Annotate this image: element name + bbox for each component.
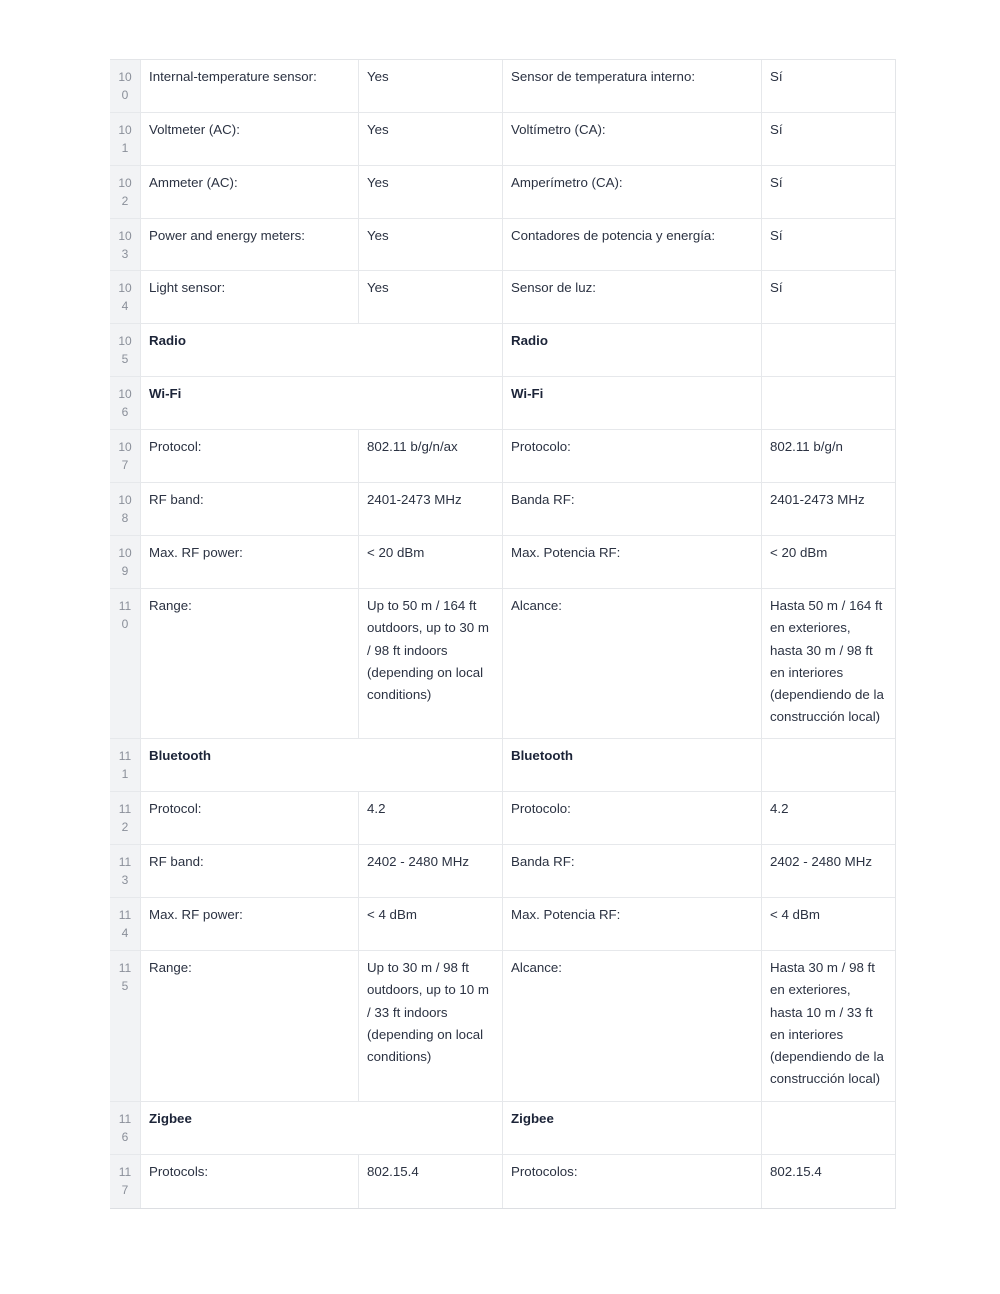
label-en: Max. RF power: [141, 536, 359, 588]
table-row [110, 792, 895, 845]
value-es: < 4 dBm [770, 907, 820, 922]
row-number: 11 1 [110, 739, 141, 791]
section-title-en: Zigbee [141, 1102, 503, 1154]
label-es: Contadores de potencia y energía: [503, 219, 762, 270]
label-en: Voltmeter (AC): [141, 113, 359, 165]
label-es: Protocolo: [503, 792, 762, 844]
row-number: 11 4 [110, 898, 141, 950]
table-row [110, 483, 895, 536]
value-en: 802.11 b/g/n/ax [359, 430, 503, 482]
row-number: 11 0 [110, 589, 141, 738]
value-en: 2401-2473 MHz [359, 483, 503, 535]
label-es: Protocolos: [503, 1155, 762, 1208]
label-es: Banda RF: [503, 845, 762, 897]
label-es: Max. Potencia RF: [503, 536, 762, 588]
value-es: Hasta 50 m / 164 ft en exteriores, hasta 30 m / 98 ft en interiores (dependiendo de la construcción local) [770, 598, 884, 725]
value-es: Sí [770, 280, 783, 295]
table-row [110, 113, 895, 166]
label-en: Range: [141, 951, 359, 1101]
section-title-es: Wi-Fi [503, 377, 762, 429]
table-row [110, 536, 895, 589]
table-row [110, 166, 895, 219]
label-en: Max. RF power: [141, 898, 359, 950]
row-number: 10 9 [110, 536, 141, 588]
row-number: 10 0 [110, 60, 141, 112]
value-es: 802.15.4 [770, 1164, 822, 1179]
value-es: 802.11 b/g/n [770, 439, 843, 454]
value-es: Sí [770, 175, 783, 190]
empty-cell [762, 324, 894, 376]
label-en: Ammeter (AC): [141, 166, 359, 218]
row-number: 10 4 [110, 271, 141, 323]
section-row [110, 1102, 895, 1155]
table-row [110, 951, 895, 1102]
value-en: Yes [359, 60, 503, 112]
label-es: Alcance: [503, 589, 762, 738]
label-es: Banda RF: [503, 483, 762, 535]
row-number: 10 1 [110, 113, 141, 165]
row-number: 10 3 [110, 219, 141, 270]
label-en: Light sensor: [141, 271, 359, 323]
empty-cell [762, 739, 894, 791]
table-row [110, 271, 895, 324]
value-es: 2402 - 2480 MHz [770, 854, 872, 869]
value-en: 802.15.4 [359, 1155, 503, 1208]
row-number: 11 6 [110, 1102, 141, 1154]
value-es: 2401-2473 MHz [770, 492, 865, 507]
table-row [110, 60, 895, 113]
section-title-es: Bluetooth [503, 739, 762, 791]
label-es: Sensor de luz: [503, 271, 762, 323]
value-es: Sí [770, 228, 783, 243]
row-number: 10 2 [110, 166, 141, 218]
value-es: Sí [770, 69, 783, 84]
row-number: 11 2 [110, 792, 141, 844]
label-es: Voltímetro (CA): [503, 113, 762, 165]
section-row [110, 739, 895, 792]
value-en: 4.2 [359, 792, 503, 844]
value-en: Up to 50 m / 164 ft outdoors, up to 30 m / 98 ft indoors (depending on local conditions) [359, 589, 503, 738]
spec-table [110, 59, 896, 1209]
label-en: Protocol: [141, 430, 359, 482]
section-title-es: Zigbee [503, 1102, 762, 1154]
row-number: 10 5 [110, 324, 141, 376]
value-en: Yes [359, 113, 503, 165]
row-number: 10 8 [110, 483, 141, 535]
value-en: Yes [359, 166, 503, 218]
value-en: Up to 30 m / 98 ft outdoors, up to 10 m / 33 ft indoors (depending on local conditions) [359, 951, 503, 1101]
section-title-es: Radio [503, 324, 762, 376]
label-en: RF band: [141, 483, 359, 535]
row-number: 10 6 [110, 377, 141, 429]
table-row [110, 430, 895, 483]
section-title-en: Bluetooth [141, 739, 503, 791]
table-row [110, 1155, 895, 1208]
label-es: Amperímetro (CA): [503, 166, 762, 218]
table-row [110, 898, 895, 951]
value-es: Hasta 30 m / 98 ft en exteriores, hasta 10 m / 33 ft en interiores (dependiendo de la construcción local) [770, 960, 884, 1087]
table-row [110, 845, 895, 898]
label-en: Range: [141, 589, 359, 738]
value-en: Yes [359, 271, 503, 323]
section-title-en: Wi-Fi [141, 377, 503, 429]
table-row [110, 219, 895, 271]
row-number: 11 7 [110, 1155, 141, 1208]
label-es: Max. Potencia RF: [503, 898, 762, 950]
section-title-en: Radio [141, 324, 503, 376]
value-es: 4.2 [770, 801, 789, 816]
value-es: Sí [770, 122, 783, 137]
value-en: < 20 dBm [359, 536, 503, 588]
label-en: Internal-temperature sensor: [141, 60, 359, 112]
section-row [110, 377, 895, 430]
value-en: < 4 dBm [359, 898, 503, 950]
row-number: 10 7 [110, 430, 141, 482]
table-row [110, 589, 895, 739]
label-es: Alcance: [503, 951, 762, 1101]
empty-cell [762, 377, 894, 429]
row-number: 11 3 [110, 845, 141, 897]
label-en: Protocol: [141, 792, 359, 844]
value-en: Yes [359, 219, 503, 270]
value-en: 2402 - 2480 MHz [359, 845, 503, 897]
label-es: Protocolo: [503, 430, 762, 482]
label-en: Power and energy meters: [141, 219, 359, 270]
row-number: 11 5 [110, 951, 141, 1101]
section-row [110, 324, 895, 377]
label-en: Protocols: [141, 1155, 359, 1208]
label-en: RF band: [141, 845, 359, 897]
value-es: < 20 dBm [770, 545, 828, 560]
label-es: Sensor de temperatura interno: [503, 60, 762, 112]
empty-cell [762, 1102, 894, 1154]
